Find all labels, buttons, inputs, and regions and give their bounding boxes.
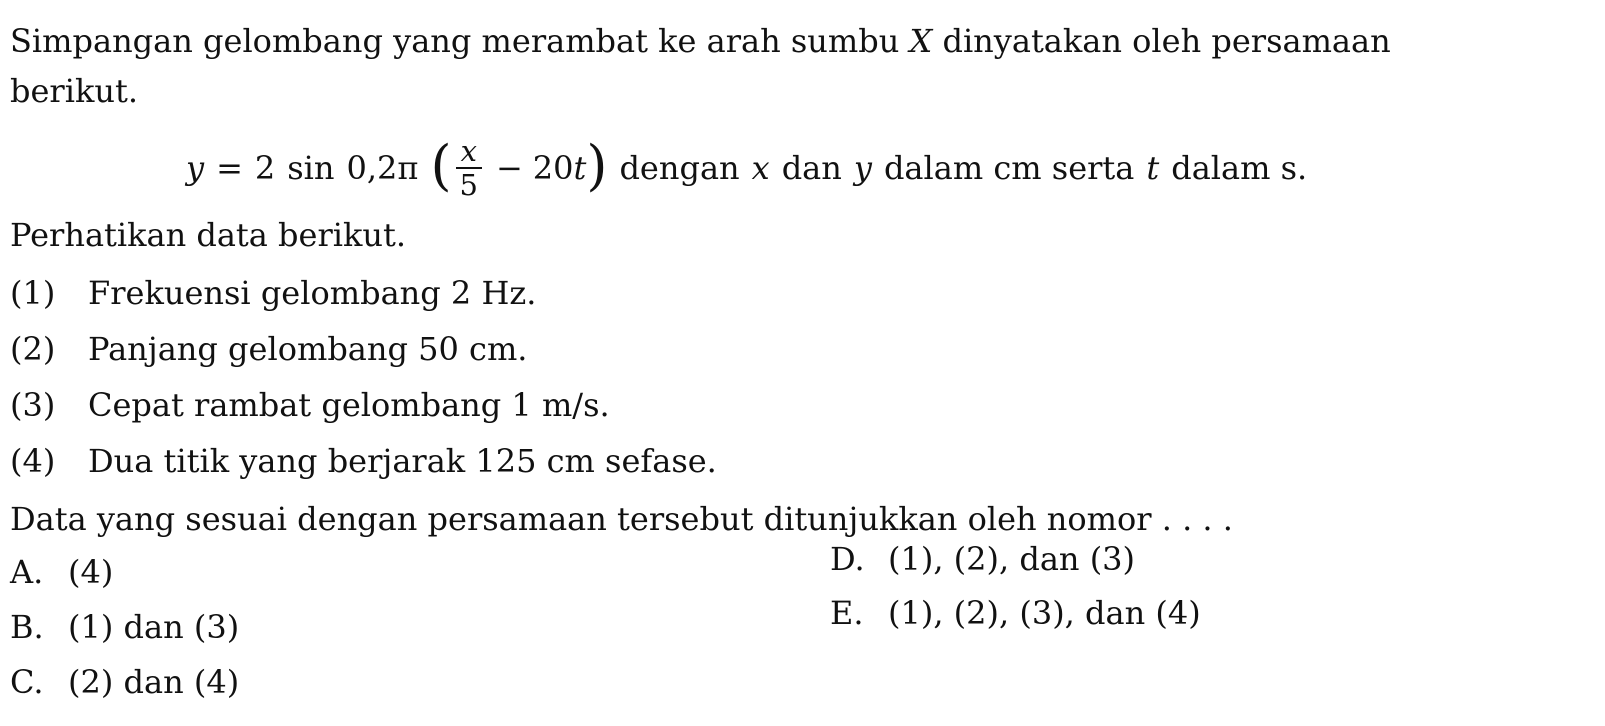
eq-units-3: dalam cm serta [883, 148, 1135, 187]
data-item-number: (4) [10, 442, 56, 480]
eq-open-paren: ( [430, 134, 452, 197]
data-item-text: Panjang gelombang 50 cm. [88, 330, 528, 368]
eq-lhs: y [186, 148, 205, 187]
data-item-2 [10, 330, 527, 368]
data-item-1 [10, 274, 536, 312]
intro-text-end: dinyatakan oleh persamaan [942, 22, 1391, 60]
option-key: E. [830, 594, 864, 632]
option-b[interactable] [10, 608, 239, 646]
data-item-text: Cepat rambat gelombang 1 m/s. [88, 386, 610, 424]
data-item-3 [10, 386, 610, 424]
wave-equation [186, 128, 1307, 208]
eq-units-y: y [853, 148, 872, 187]
eq-units-2: dan [781, 148, 842, 187]
intro-text-start: Simpangan gelombang yang merambat ke arah sumbu [10, 22, 900, 60]
eq-units-x: x [751, 148, 770, 187]
eq-equals: = [216, 148, 243, 187]
eq-units-4: dalam s. [1171, 148, 1308, 187]
data-item-number: (3) [10, 386, 56, 424]
option-key: B. [10, 608, 44, 646]
option-text: (1) dan (3) [68, 608, 240, 646]
option-d[interactable] [830, 540, 1135, 578]
eq-units-1: dengan [619, 148, 740, 187]
eq-minus: − [495, 148, 523, 187]
eq-fraction [456, 133, 482, 202]
eq-close-paren: ) [586, 134, 608, 197]
option-e[interactable] [830, 594, 1201, 632]
eq-fraction-numerator: x [460, 133, 477, 168]
option-text: (1), (2), dan (3) [888, 540, 1136, 578]
eq-amplitude: 2 [254, 148, 276, 187]
data-item-number: (2) [10, 330, 56, 368]
option-key: D. [830, 540, 865, 578]
option-key: A. [10, 553, 44, 591]
eq-fraction-denominator: 5 [459, 168, 478, 202]
data-prompt: Perhatikan data berikut. [10, 216, 407, 254]
data-item-number: (1) [10, 274, 56, 312]
question-ask: Data yang sesuai dengan persamaan tersebut ditunjukkan oleh nomor . . . . [10, 500, 1233, 538]
eq-units-t: t [1146, 148, 1160, 187]
eq-sin: sin [287, 148, 335, 187]
option-c[interactable] [10, 663, 239, 701]
data-item-4 [10, 442, 717, 480]
option-text: (1), (2), (3), dan (4) [888, 594, 1201, 632]
data-item-text: Dua titik yang berjarak 125 cm sefase. [88, 442, 717, 480]
option-text: (4) [68, 553, 114, 591]
eq-coefficient: 0,2π [346, 148, 419, 187]
eq-term-var: t [573, 148, 587, 187]
option-text: (2) dan (4) [68, 663, 240, 701]
option-a[interactable] [10, 553, 113, 591]
axis-variable: X [909, 22, 933, 60]
eq-term: 20 [532, 148, 574, 187]
intro-line-2: berikut. [10, 72, 138, 110]
data-item-text: Frekuensi gelombang 2 Hz. [88, 274, 537, 312]
intro-line-1 [10, 22, 1391, 60]
option-key: C. [10, 663, 44, 701]
